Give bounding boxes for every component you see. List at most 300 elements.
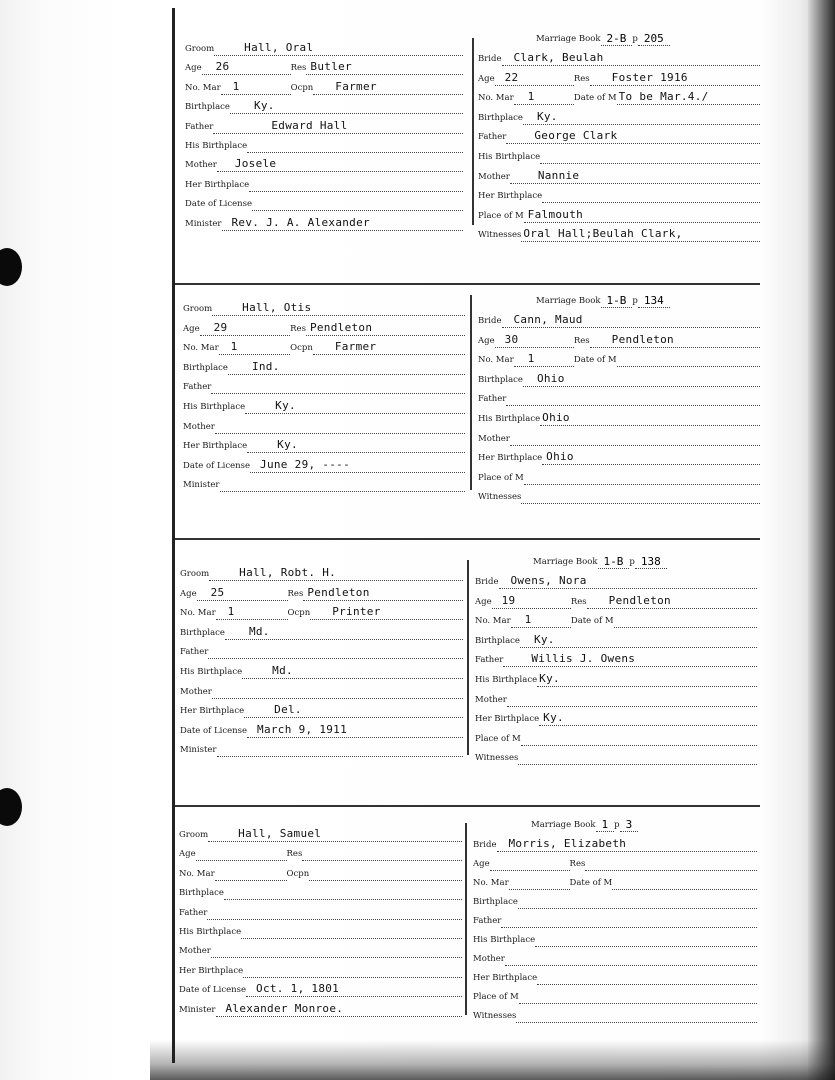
bride-field-row <box>475 728 757 746</box>
field-pair <box>185 215 463 231</box>
bride-witnesses-label: Witnesses <box>473 1011 517 1021</box>
bride-field-row <box>478 428 760 446</box>
bride-birthplace: Ky. <box>536 109 558 123</box>
field-pair <box>180 604 288 620</box>
field-pair <box>473 855 570 871</box>
binding-spine <box>172 8 175 1063</box>
field-pair <box>478 187 760 203</box>
marriage-book-ref <box>531 814 638 832</box>
punch-hole <box>0 788 22 826</box>
field-pair <box>570 855 757 871</box>
field-pair <box>179 826 462 842</box>
field-pair <box>291 59 463 75</box>
groom-times-married-label: No. Mar <box>183 343 219 354</box>
field-pair <box>180 565 463 581</box>
groom-age-label: Age <box>179 849 196 860</box>
groom-name-line <box>209 565 463 581</box>
groom-occupation: Farmer <box>335 79 377 93</box>
field-pair <box>183 476 465 492</box>
field-pair <box>180 663 463 679</box>
groom-field-row <box>183 416 465 434</box>
marriage-book-page-label: p <box>629 557 635 567</box>
section-divider <box>175 283 760 285</box>
bride-age: 30 <box>504 332 519 346</box>
groom-license-date-label: Date of License <box>185 199 253 210</box>
groom-birthplace-label: Birthplace <box>179 888 224 899</box>
bride-age-label: Age <box>475 596 492 607</box>
groom-birthplace-line <box>225 624 463 640</box>
groom-times-married-label: No. Mar <box>185 82 221 93</box>
bride-marriage-date-line <box>617 89 760 105</box>
field-pair <box>478 390 760 406</box>
column-divider <box>470 295 472 490</box>
groom-field-row <box>183 474 465 492</box>
field-pair <box>185 195 463 211</box>
marriage-book-number: 1-B <box>601 294 633 308</box>
groom-field-row <box>179 824 462 842</box>
groom-field-row <box>185 174 463 192</box>
bride-father-birthplace: Ohio <box>542 411 570 424</box>
groom-father-label: Father <box>179 907 208 918</box>
groom-name: Hall, Robt. H. <box>239 566 337 579</box>
groom-field-row <box>183 357 465 375</box>
groom-birthplace: Ky. <box>253 99 275 113</box>
field-pair <box>473 836 757 852</box>
bride-place-of-marriage-label: Place of M <box>473 992 519 1002</box>
groom-field-row <box>179 902 462 920</box>
bride-times-married: 1 <box>527 352 535 366</box>
groom-father-birthplace-label: His Birthplace <box>179 927 242 937</box>
marriage-book-number: 1 <box>596 818 615 832</box>
bride-field-row <box>473 929 757 947</box>
groom-occupation-line <box>313 79 463 95</box>
field-pair <box>183 359 465 375</box>
field-pair <box>475 651 757 667</box>
bride-field-row <box>478 486 760 504</box>
bride-mother-label: Mother <box>478 171 510 182</box>
bride-marriage-date-label: Date of M <box>570 616 614 627</box>
bride-residence-label: Res <box>569 859 586 869</box>
groom-field-row <box>180 720 463 738</box>
bride-field-row <box>473 910 757 928</box>
groom-name-label: Groom <box>180 569 210 579</box>
marriage-book-label: Marriage Book <box>531 820 596 830</box>
field-pair <box>473 931 757 947</box>
groom-mother-birthplace-line <box>243 962 462 978</box>
groom-father: Edward Hall <box>271 118 348 132</box>
groom-mother-label: Mother <box>185 160 217 171</box>
groom-times-married: 1 <box>227 605 235 619</box>
groom-license-date: March 9, 1911 <box>257 722 348 736</box>
bride-times-married-line <box>514 89 574 105</box>
groom-residence-line <box>306 59 463 75</box>
field-pair <box>571 593 757 609</box>
groom-field-row <box>185 154 463 172</box>
field-pair <box>478 430 760 446</box>
bride-place-of-marriage-line <box>521 730 757 746</box>
groom-field-row <box>180 641 463 659</box>
groom-mother: Josele <box>234 157 277 171</box>
bride-witnesses: Oral Hall;Beulah Clark, <box>523 227 683 241</box>
groom-license-date-line <box>250 457 465 473</box>
bride-mother-birthplace-line <box>539 710 757 726</box>
groom-times-married-line <box>216 604 288 620</box>
field-pair <box>574 70 760 86</box>
bride-field-row <box>473 872 757 890</box>
marriage-book-page-label: p <box>632 296 638 306</box>
field-pair <box>473 969 757 985</box>
field-pair <box>179 942 462 958</box>
bride-age-label: Age <box>478 335 495 346</box>
groom-times-married: 1 <box>230 340 238 354</box>
groom-license-date-line <box>252 195 463 211</box>
bottom-edge-shadow <box>150 1040 835 1080</box>
field-pair <box>180 741 463 757</box>
bride-father-line <box>506 390 760 406</box>
groom-field-row <box>183 376 465 394</box>
bride-witnesses-line <box>521 488 760 504</box>
bride-residence-label: Res <box>573 73 590 84</box>
groom-birthplace-line <box>228 359 465 375</box>
groom-occupation: Printer <box>332 605 381 619</box>
bride-field-row <box>478 369 760 387</box>
field-pair <box>574 89 760 105</box>
bride-times-married: 1 <box>524 613 532 627</box>
groom-age-label: Age <box>183 323 200 334</box>
groom-times-married-line <box>219 339 291 355</box>
bride-place-of-marriage-label: Place of M <box>478 472 524 483</box>
bride-mother-birthplace-line <box>542 187 760 203</box>
groom-father-birthplace: Md. <box>272 664 293 677</box>
bride-field-row <box>478 205 760 223</box>
groom-mother-line <box>215 418 465 434</box>
bride-field-row <box>478 87 760 105</box>
groom-occupation-line <box>310 604 463 620</box>
groom-field-row <box>179 843 462 861</box>
groom-residence-label: Res <box>286 849 303 860</box>
bride-witnesses-line <box>518 749 757 765</box>
groom-field-row <box>185 135 463 153</box>
groom-residence-label: Res <box>290 323 306 334</box>
field-pair <box>473 912 757 928</box>
field-pair <box>574 332 760 348</box>
bride-father-birthplace-line <box>540 410 760 426</box>
groom-minister-line <box>220 476 466 492</box>
bride-age-label: Age <box>478 73 495 84</box>
field-pair <box>475 671 757 687</box>
groom-name-line <box>212 300 465 316</box>
field-pair <box>288 585 463 601</box>
marriage-book-page: 205 <box>638 32 670 46</box>
bride-mother-label: Mother <box>475 694 507 705</box>
field-pair <box>183 378 465 394</box>
groom-age-line <box>200 320 291 336</box>
groom-birthplace: Md. <box>248 624 270 638</box>
bride-marriage-date-line <box>617 351 760 367</box>
bride-name-line <box>502 50 761 66</box>
groom-mother-line <box>217 156 463 172</box>
groom-mother-line <box>212 683 463 699</box>
field-pair <box>478 469 760 485</box>
bride-mother-birthplace-line <box>537 969 757 985</box>
bride-marriage-date-line <box>612 874 757 890</box>
field-pair <box>179 884 462 900</box>
groom-father-birthplace: Ky. <box>275 399 296 412</box>
bride-times-married-line <box>511 612 571 628</box>
groom-field-row <box>179 940 462 958</box>
field-pair <box>475 691 757 707</box>
bride-birthplace: Ohio <box>536 371 565 385</box>
column-divider <box>472 38 474 225</box>
bride-field-row <box>473 986 757 1004</box>
groom-times-married-label: No. Mar <box>180 608 216 619</box>
bride-residence-line <box>587 593 757 609</box>
field-pair <box>179 845 287 861</box>
groom-father-label: Father <box>185 121 214 132</box>
groom-mother-label: Mother <box>179 946 211 957</box>
groom-times-married: 1 <box>232 79 240 93</box>
bride-field-row <box>475 708 757 726</box>
groom-license-date: June 29, ---- <box>260 457 351 471</box>
groom-birthplace-line <box>230 98 463 114</box>
groom-license-date-label: Date of License <box>183 460 251 471</box>
bride-marriage-date-label: Date of M <box>569 878 613 888</box>
bride-age: 19 <box>501 593 516 607</box>
groom-minister-label: Minister <box>180 745 217 756</box>
bride-mother-line <box>510 168 760 184</box>
groom-age-line <box>197 585 288 601</box>
groom-field-row <box>183 298 465 316</box>
field-pair <box>478 410 760 426</box>
bride-field-row <box>473 834 757 852</box>
field-pair <box>287 865 462 881</box>
bride-father-label: Father <box>478 394 507 405</box>
bride-witnesses-line <box>516 1007 757 1023</box>
field-pair <box>478 89 574 105</box>
groom-mother-birthplace-line <box>247 437 465 453</box>
groom-father-birthplace-line <box>242 663 463 679</box>
bride-age-line <box>495 70 574 86</box>
groom-age-line <box>196 845 287 861</box>
groom-mother-birthplace-label: Her Birthplace <box>180 706 245 717</box>
marriage-book-page: 138 <box>635 555 667 569</box>
bride-field-row <box>475 571 757 589</box>
bride-father-label: Father <box>473 916 502 926</box>
marriage-book-number: 1-B <box>598 555 630 569</box>
bride-times-married: 1 <box>527 90 535 104</box>
bride-field-row <box>475 689 757 707</box>
groom-field-row <box>185 193 463 211</box>
bride-field-row <box>478 467 760 485</box>
bride-field-row <box>475 669 757 687</box>
groom-father-line <box>207 904 462 920</box>
bride-name-label: Bride <box>478 316 502 326</box>
field-pair <box>185 156 463 172</box>
bride-father-label: Father <box>475 655 504 666</box>
groom-field-row <box>183 318 465 336</box>
groom-father-line <box>213 118 463 134</box>
field-pair <box>478 488 760 504</box>
bride-father-birthplace-label: His Birthplace <box>475 675 538 685</box>
field-pair <box>185 98 463 114</box>
marriage-book-label: Marriage Book <box>536 34 601 44</box>
groom-minister-line <box>222 215 464 231</box>
field-pair <box>478 168 760 184</box>
groom-occupation: Farmer <box>334 340 377 354</box>
groom-field-row <box>180 583 463 601</box>
bride-marriage-date-label: Date of M <box>573 355 617 366</box>
field-pair <box>185 176 463 192</box>
groom-mother-birthplace-label: Her Birthplace <box>183 441 248 452</box>
bride-birthplace-label: Birthplace <box>478 112 523 123</box>
field-pair <box>478 449 760 465</box>
field-pair <box>475 710 757 726</box>
field-pair <box>180 585 288 601</box>
marriage-book-ref <box>536 290 670 308</box>
bride-field-row <box>475 610 757 628</box>
bride-mother-birthplace: Ky. <box>543 711 564 725</box>
field-pair <box>475 612 571 628</box>
field-pair <box>185 118 463 134</box>
bride-father-birthplace-label: His Birthplace <box>473 935 536 945</box>
groom-field-row <box>180 681 463 699</box>
groom-father-birthplace-label: His Birthplace <box>180 667 243 677</box>
bride-witnesses-line <box>521 226 760 242</box>
groom-mother-label: Mother <box>180 686 212 697</box>
bride-father-birthplace-label: His Birthplace <box>478 414 541 424</box>
groom-father-birthplace-label: His Birthplace <box>185 141 248 151</box>
groom-field-row <box>185 213 463 231</box>
groom-birthplace-label: Birthplace <box>185 102 230 113</box>
bride-name-line <box>497 836 758 852</box>
bride-birthplace-label: Birthplace <box>473 897 518 907</box>
bride-witnesses-label: Witnesses <box>475 753 519 764</box>
bride-place-of-marriage-line <box>524 207 760 223</box>
groom-name: Hall, Samuel <box>238 827 322 840</box>
groom-times-married-line <box>221 79 291 95</box>
bride-mother-birthplace-label: Her Birthplace <box>473 973 538 983</box>
bride-times-married-label: No. Mar <box>475 616 511 627</box>
bride-residence-line <box>590 70 760 86</box>
groom-occupation-label: Ocpn <box>290 343 313 354</box>
marriage-book-page-label: p <box>632 34 638 44</box>
bride-place-of-marriage: Falmouth <box>527 207 584 221</box>
bride-age: 22 <box>504 70 519 84</box>
bride-mother-birthplace-label: Her Birthplace <box>478 191 543 202</box>
bride-age-line <box>490 855 570 871</box>
bride-times-married-line <box>514 351 574 367</box>
groom-age: 29 <box>213 320 228 334</box>
bride-field-row <box>475 649 757 667</box>
bride-residence: Foster 1916 <box>611 70 688 84</box>
field-pair <box>183 300 465 316</box>
field-pair <box>473 1007 757 1023</box>
bride-field-row <box>478 349 760 367</box>
groom-mother-label: Mother <box>183 421 215 432</box>
groom-minister-line <box>216 1001 463 1017</box>
groom-field-row <box>180 602 463 620</box>
groom-occupation-label: Ocpn <box>286 868 310 879</box>
bride-field-row <box>475 630 757 648</box>
groom-minister: Rev. J. A. Alexander <box>231 215 370 229</box>
bride-field-row <box>478 310 760 328</box>
marriage-book-page: 134 <box>638 294 670 308</box>
groom-age: 25 <box>210 585 225 599</box>
bride-name: Clark, Beulah <box>513 51 604 64</box>
bride-father-birthplace-line <box>540 148 760 164</box>
bride-field-row <box>478 447 760 465</box>
bride-field-row <box>478 126 760 144</box>
groom-mother-birthplace: Ky. <box>277 438 298 452</box>
field-pair <box>180 643 463 659</box>
groom-minister-line <box>217 741 464 757</box>
field-pair <box>478 332 574 348</box>
groom-field-row <box>183 337 465 355</box>
bride-field-row <box>478 185 760 203</box>
bride-residence: Pendleton <box>611 332 674 346</box>
field-pair <box>288 604 463 620</box>
section-divider <box>175 538 760 540</box>
bride-times-married-label: No. Mar <box>478 93 514 104</box>
bride-field-row <box>478 107 760 125</box>
bride-mother: Nannie <box>537 168 580 182</box>
field-pair <box>478 207 760 223</box>
groom-residence-line <box>306 320 465 336</box>
field-pair <box>287 845 462 861</box>
groom-mother-birthplace: Del. <box>274 703 302 717</box>
field-pair <box>473 893 757 909</box>
bride-name: Owens, Nora <box>510 574 587 587</box>
bride-name-label: Bride <box>475 577 499 587</box>
field-pair <box>478 70 574 86</box>
groom-age-label: Age <box>185 63 202 74</box>
groom-birthplace-label: Birthplace <box>180 627 225 638</box>
groom-name: Hall, Otis <box>242 301 312 314</box>
groom-father-birthplace-line <box>247 137 463 153</box>
field-pair <box>185 79 291 95</box>
groom-residence: Butler <box>310 60 352 74</box>
column-divider <box>467 560 469 755</box>
groom-field-row <box>179 863 462 881</box>
field-pair <box>473 874 570 890</box>
groom-field-row <box>179 999 462 1017</box>
bride-times-married-label: No. Mar <box>473 878 509 888</box>
marriage-book-page-label: p <box>614 820 620 830</box>
groom-field-row <box>185 96 463 114</box>
marriage-book-number: 2-B <box>601 32 633 46</box>
groom-field-row <box>185 116 463 134</box>
groom-father-label: Father <box>180 647 209 658</box>
bride-residence-line <box>590 332 760 348</box>
field-pair <box>475 730 757 746</box>
bride-birthplace-label: Birthplace <box>478 374 523 385</box>
bride-residence: Pendleton <box>608 593 671 607</box>
field-pair <box>475 749 757 765</box>
groom-field-row <box>185 38 463 56</box>
bride-witnesses-label: Witnesses <box>478 492 522 503</box>
section-divider <box>175 805 760 807</box>
groom-residence-label: Res <box>287 588 304 599</box>
bride-name: Morris, Elizabeth <box>508 837 627 850</box>
bride-times-married-label: No. Mar <box>478 355 514 366</box>
bride-field-row <box>478 224 760 242</box>
marriage-book-page: 3 <box>620 818 639 832</box>
bride-father: Willis J. Owens <box>531 652 636 666</box>
bride-birthplace-line <box>518 893 757 909</box>
groom-field-row <box>179 921 462 939</box>
groom-name-label: Groom <box>185 44 215 54</box>
groom-times-married-line <box>215 865 287 881</box>
